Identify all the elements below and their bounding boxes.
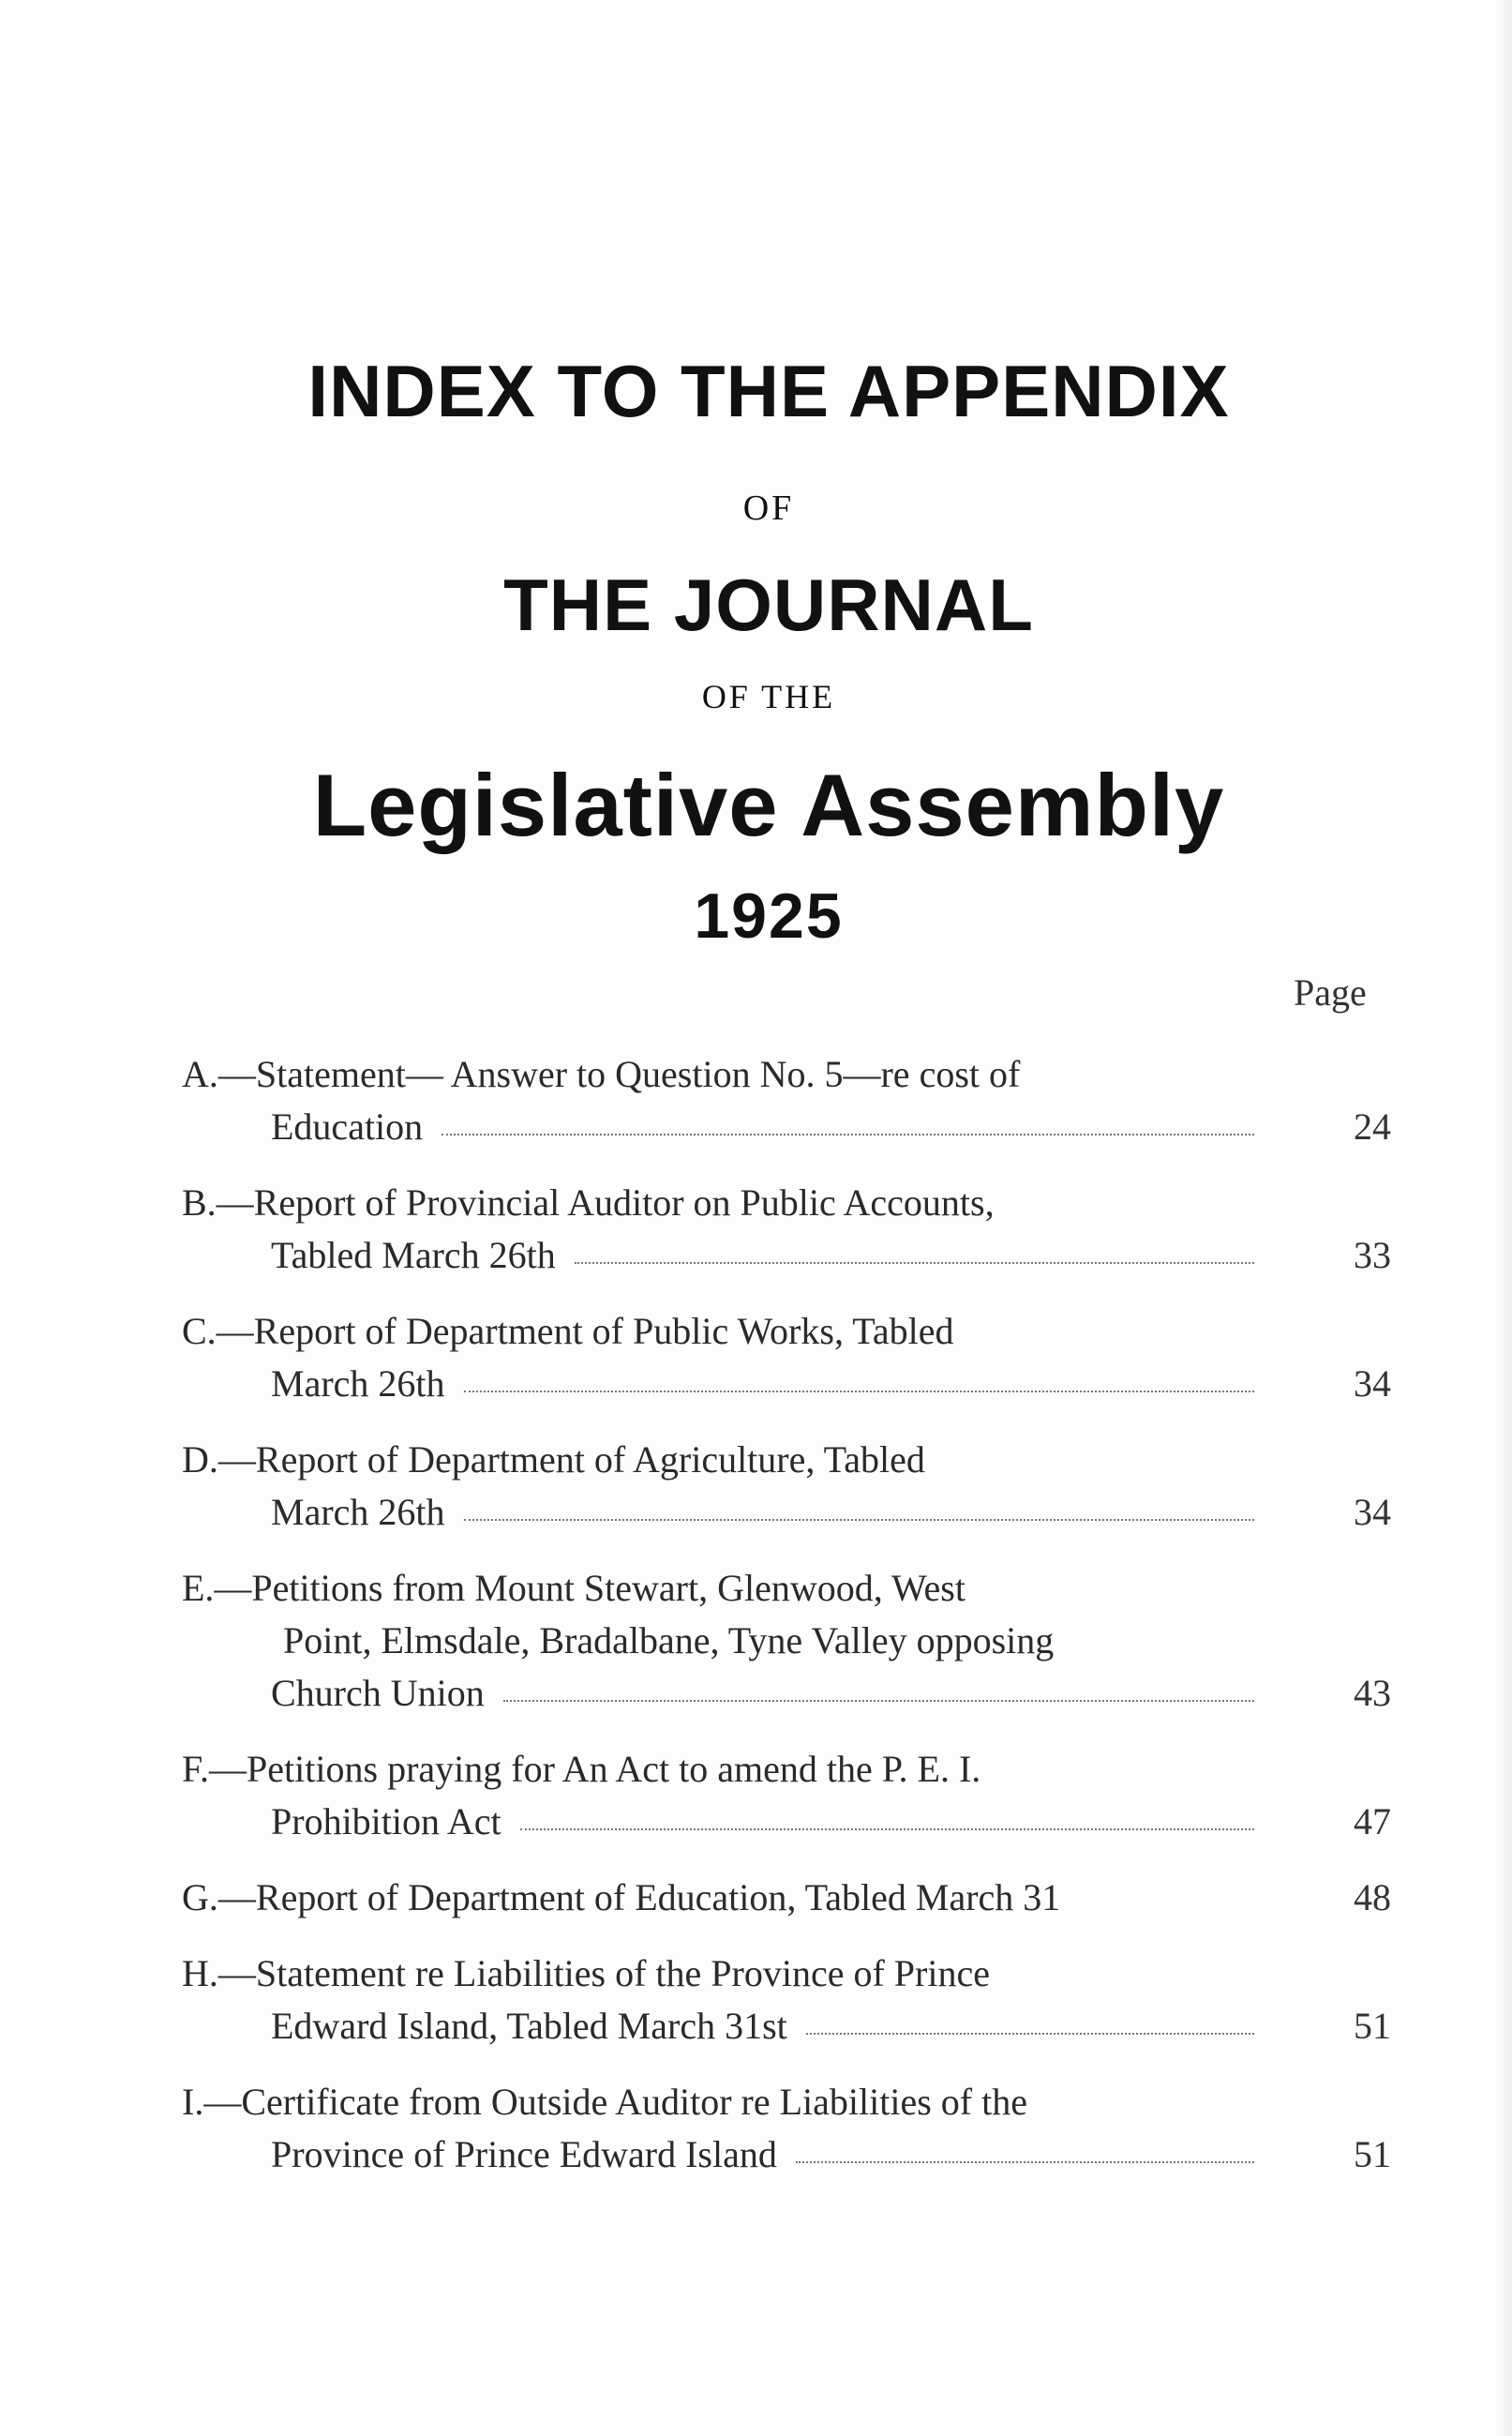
entry-last-line [182, 1101, 1260, 1153]
dot-leader [575, 1262, 1254, 1264]
index-entry [182, 1305, 1391, 1410]
index-title: INDEX TO THE APPENDIX [307, 350, 1230, 432]
entry-last-line [182, 2000, 1260, 2053]
entry-last-line [182, 1486, 1260, 1539]
entry-first-line: C.—Report of Department of Public Works, Tabled [182, 1310, 954, 1352]
entry-last-text: Prohibition Act [271, 1800, 502, 1842]
index-entry [182, 1048, 1391, 1153]
index-entry [182, 2076, 1391, 2181]
entry-first-line: E.—Petitions from Mount Stewart, Glenwood, West [182, 1567, 966, 1609]
entry-first-line: H.—Statement re Liabilities of the Province of Prince [182, 1952, 990, 1994]
entry-first-line: F.—Petitions praying for An Act to amend the P. E. I. [182, 1748, 981, 1790]
index-entry [182, 1562, 1391, 1720]
entry-page-number: 43 [1354, 1672, 1391, 1714]
entry-last-text: Province of Prince Edward Island [271, 2133, 777, 2175]
entry-last-line [182, 1667, 1260, 1720]
entry-text [182, 1434, 1260, 1539]
index-entry [182, 1434, 1391, 1539]
entry-last-line [182, 2128, 1260, 2181]
entry-page-number: 51 [1354, 2005, 1391, 2047]
entry-page-number: 51 [1354, 2133, 1391, 2175]
entry-first-line: G.—Report of Department of Education, Tabled March 31 [182, 1876, 1061, 1918]
index-entry [182, 1177, 1391, 1282]
dot-leader [503, 1700, 1254, 1702]
dot-leader [806, 2033, 1254, 2035]
entry-page-number: 47 [1354, 1800, 1391, 1842]
entry-continuation-line: Point, Elmsdale, Bradalbane, Tyne Valley opposing [283, 1619, 1055, 1662]
entry-text [182, 1305, 1260, 1410]
title-of: OF [742, 489, 795, 528]
entry-first-line: A.—Statement— Answer to Question No. 5—re cost of [182, 1053, 1021, 1095]
entry-last-line [182, 1229, 1260, 1282]
entry-text [182, 1177, 1260, 1282]
assembly-title: Legislative Assembly [312, 756, 1225, 854]
entry-last-text: March 26th [271, 1491, 445, 1533]
entry-text [182, 1048, 1260, 1153]
entry-text [182, 2076, 1260, 2181]
entry-last-text: Church Union [271, 1672, 485, 1714]
index-entry [182, 1872, 1391, 1924]
entry-text [182, 1872, 1260, 1924]
entry-first-line: D.—Report of Department of Agriculture, Tabled [182, 1438, 925, 1481]
dot-leader [464, 1391, 1254, 1392]
entry-last-line [182, 1358, 1260, 1410]
entry-page-number: 34 [1354, 1491, 1391, 1533]
index-entry [182, 1947, 1391, 2053]
entry-last-text: Tabled March 26th [271, 1234, 556, 1276]
appendix-index-list [182, 1048, 1391, 2204]
entry-page-number: 48 [1354, 1876, 1391, 1918]
dot-leader [464, 1519, 1254, 1521]
entry-page-number: 24 [1354, 1105, 1391, 1148]
entry-text [182, 1562, 1260, 1720]
dot-leader [520, 1828, 1254, 1830]
entry-last-text: March 26th [271, 1362, 445, 1405]
entry-last-text: Education [271, 1105, 424, 1148]
page-column-label: Page [1294, 971, 1367, 1014]
entry-first-line: B.—Report of Provincial Auditor on Public Accounts, [182, 1181, 995, 1224]
entry-first-line: I.—Certificate from Outside Auditor re Liabilities of the [182, 2081, 1027, 2123]
entry-text [182, 1947, 1260, 2053]
entry-text [182, 1743, 1260, 1848]
entry-last-text: Edward Island, Tabled March 31st [271, 2005, 787, 2047]
entry-last-line [182, 1796, 1260, 1848]
title-of-the: OF THE [701, 678, 836, 715]
year-title: 1925 [694, 880, 844, 952]
dot-leader [442, 1134, 1254, 1135]
dot-leader [796, 2161, 1254, 2163]
journal-title: THE JOURNAL [503, 564, 1034, 646]
entry-page-number: 34 [1354, 1362, 1391, 1405]
index-entry [182, 1743, 1391, 1848]
entry-page-number: 33 [1354, 1234, 1391, 1276]
